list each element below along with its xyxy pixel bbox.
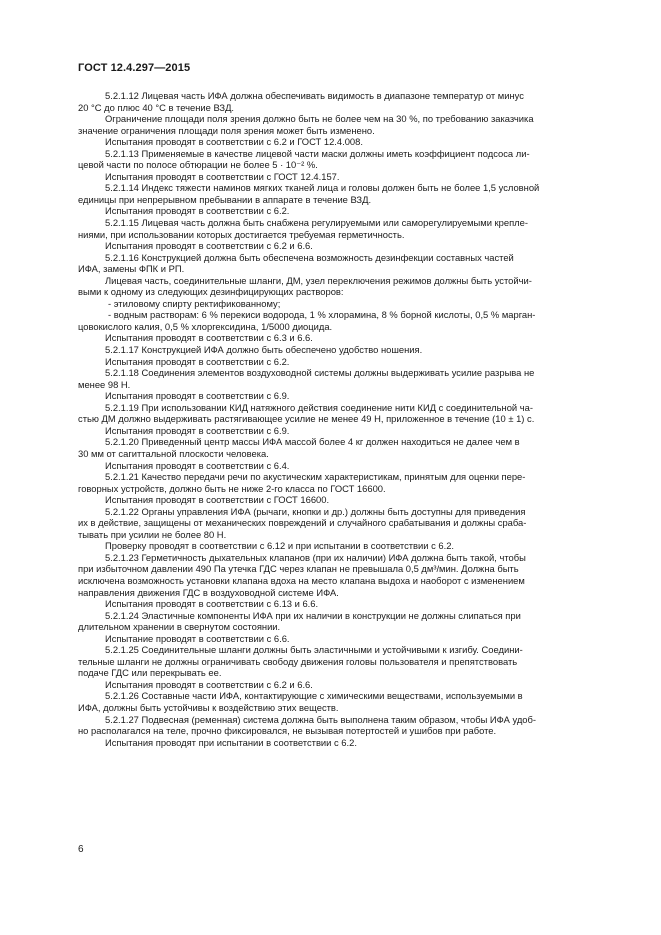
text-line: Ограничение площади поля зрения должно быть не более чем на 30 %, по требованию заказчика [105, 113, 534, 125]
text-line: 5.2.1.14 Индекс тяжести наминов мягких тканей лица и головы должен быть не более 1,5 условной [105, 182, 540, 194]
text-line: Испытания проводят в соответствии с 6.2 и 6.6. [105, 678, 313, 690]
text-line: 5.2.1.16 Конструкцией должна быть обеспечена возможность дезинфекции составных частей [105, 251, 514, 263]
text-line: их в действие, защищены от механических повреждений и случайного срабатывания и должны сраба- [78, 517, 527, 529]
text-line: 5.2.1.13 Применяемые в качестве лицевой части маски должны иметь коэффициент подсоса ли- [105, 147, 530, 159]
text-line: тельные шланги не должны ограничивать свободу движения головы пользователя и препятствовать [78, 655, 518, 667]
text-line: 5.2.1.12 Лицевая часть ИФА должна обеспечивать видимость в диапазоне температур от минус [105, 90, 524, 101]
text-line: говорных устройств, должно быть не ниже 2-го класса по ГОСТ 16600. [78, 482, 386, 494]
text-line: Испытания проводят в соответствии с 6.3 и 6.6. [105, 332, 313, 344]
text-line: 5.2.1.19 При использовании КИД натяжного действия соединение нити КИД с соединительной ча- [105, 401, 533, 413]
text-line: Испытания проводят в соответствии с 6.13 и 6.6. [105, 598, 319, 610]
text-line: цовокислого калия, 0,5 % хлоргексидина, 1/5000 диоцида. [78, 320, 333, 332]
text-line: Испытания проводят в соответствии с 6.9. [105, 390, 290, 402]
text-line: 5.2.1.18 Соединения элементов воздуховодной системы должны выдерживать усилие разрыва не [105, 367, 535, 379]
text-line: ИФА, должны быть устойчивы к воздействию этих веществ. [78, 701, 339, 713]
text-line: Лицевая часть, соединительные шланги, ДМ, узел переключения режимов должны быть устойчи- [105, 274, 532, 286]
text-line: но располагался на теле, прочно фиксировался, не вызывая потертостей и ушибов при работе. [78, 725, 497, 737]
text-line: цевой части по полосе обтюрации не более 5 · 10⁻² %. [78, 159, 318, 171]
text-line: тывать при усилии не более 80 Н. [78, 528, 227, 540]
text-line: при избыточном давлении 490 Па утечка ГДС через клапан не превышала 0,5 дм³/мин. Должна быть [78, 563, 519, 575]
text-line: 5.2.1.24 Эластичные компоненты ИФА при их наличии в конструкции не должны слипаться при [105, 609, 521, 621]
text-line: 5.2.1.20 Приведенный центр массы ИФА массой более 4 кг должен находиться не далее чем в [105, 436, 520, 448]
text-line: подаче ГДС или перекрывать ее. [78, 667, 222, 679]
text-line: 5.2.1.25 Соединительные шланги должны быть эластичными и устойчивыми к изгибу. Соедини- [105, 644, 523, 656]
text-line: 5.2.1.26 Составные части ИФА, контактирующие с химическими веществами, используемыми в [105, 690, 523, 702]
text-line: менее 98 Н. [78, 378, 131, 390]
text-line: 5.2.1.22 Органы управления ИФА (рычаги, кнопки и др.) должны быть доступны для приведения [105, 505, 526, 517]
text-line: 5.2.1.21 Качество передачи речи по акустическим характеристикам, принятым для оценки пере- [105, 471, 526, 483]
text-line: Испытания проводят в соответствии с 6.2. [105, 355, 290, 367]
text-line: Испытания проводят в соответствии с ГОСТ 16600. [105, 494, 330, 506]
text-line: Испытания проводят при испытании в соответствии с 6.2. [105, 736, 357, 748]
text-line: 5.2.1.23 Герметичность дыхательных клапанов (при их наличии) ИФА должна быть такой, чтобы [105, 551, 526, 563]
text-line: Испытания проводят в соответствии с 6.2. [105, 205, 290, 217]
text-line: единицы при непрерывном пребывании в аппарате в течение ВЗД. [78, 193, 372, 205]
document-header: ГОСТ 12.4.297—2015 [78, 62, 191, 74]
text-line: направления движения ГДС в воздуховодной системе ИФА. [78, 586, 339, 598]
text-line: Испытания проводят в соответствии с 6.4. [105, 459, 290, 471]
text-line: - водным растворам: 6 % перекиси водорода, 1 % хлорамина, 8 % борной кислоты, 0,5 % марган- [108, 309, 536, 321]
text-line: Испытание проводят в соответствии с 6.6. [105, 632, 290, 644]
text-line: 5.2.1.27 Подвесная (ременная) система должна быть выполнена таким образом, чтобы ИФА удоб- [105, 713, 537, 725]
text-line: 30 мм от сагиттальной плоскости человека. [78, 447, 269, 459]
text-line: 5.2.1.15 Лицевая часть должна быть снабжена регулируемыми или саморегулируемыми крепле- [105, 217, 528, 229]
text-line: Испытания проводят в соответствии с ГОСТ 12.4.157. [105, 170, 340, 182]
text-line: Проверку проводят в соответствии с 6.12 и при испытании в соответствии с 6.2. [105, 540, 455, 552]
text-line: 20 °С до плюс 40 °С в течение ВЗД. [78, 101, 235, 113]
text-line: ниями, при использовании которых достигается требуемая герметичность. [78, 228, 405, 240]
text-line: стью ДМ должно выдерживать растягивающее усилие не менее 49 Н, приложенное в течение (10 ± 1) с. [78, 413, 535, 425]
text-line: Испытания проводят в соответствии с 6.2 и ГОСТ 12.4.008. [105, 136, 363, 148]
text-line: ИФА, замены ФПК и РП. [78, 263, 185, 275]
text-line: выми к одному из следующих дезинфицирующих растворов: [78, 286, 344, 298]
text-line: Испытания проводят в соответствии с 6.9. [105, 424, 290, 436]
text-line: длительном хранении в свернутом состоянии. [78, 621, 281, 633]
text-line: исключена возможность установки клапана вдоха на место клапана выдоха и наоборот с изменением [78, 574, 525, 586]
page-number: 6 [78, 844, 84, 855]
text-line: Испытания проводят в соответствии с 6.2 и 6.6. [105, 240, 313, 252]
document-body [78, 90, 583, 748]
text-line: - этиловому спирту ректификованному; [108, 297, 281, 309]
text-line: значение ограничения площади поля зрения может быть изменено. [78, 124, 375, 136]
text-line: 5.2.1.17 Конструкцией ИФА должно быть обеспечено удобство ношения. [105, 344, 423, 356]
